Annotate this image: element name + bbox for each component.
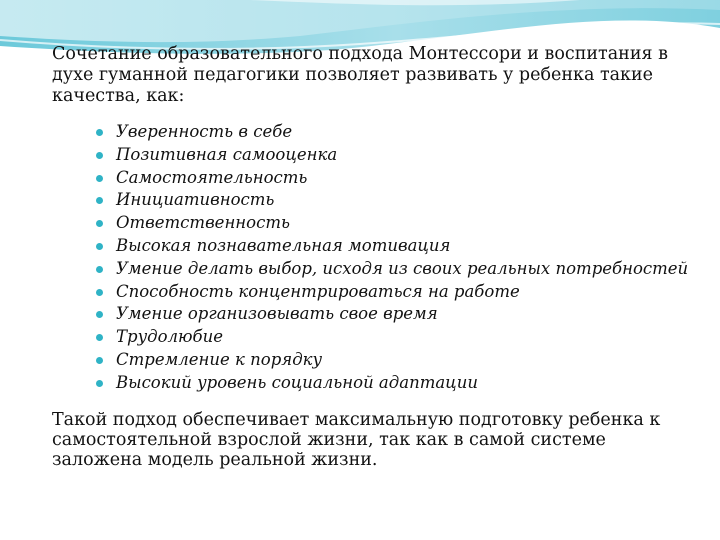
intro-paragraph: Сочетание образовательного подхода Монтессори и воспитания в духе гуманной педагогики позволяет развивать у ребенка такие качества, как:: [52, 44, 668, 106]
list-item: [96, 326, 706, 349]
bullet-dot-icon: [96, 311, 103, 318]
list-item-text: Умение организовывать свое время: [116, 304, 438, 324]
bullet-dot-icon: [96, 243, 103, 250]
list-item: [96, 349, 706, 372]
list-item: [96, 372, 706, 395]
list-item-text: Высокая познавательная мотивация: [116, 235, 451, 255]
list-item: [96, 189, 706, 212]
bullet-dot-icon: [96, 334, 103, 341]
list-item-text: Трудолюбие: [116, 327, 224, 347]
bullet-dot-icon: [96, 197, 103, 204]
bullet-dot-icon: [96, 380, 103, 387]
bullet-dot-icon: [96, 129, 103, 136]
list-item: [96, 235, 706, 258]
bullet-dot-icon: [96, 266, 103, 273]
qualities-list: [96, 121, 706, 395]
bullet-dot-icon: [96, 152, 103, 159]
list-item-text: Высокий уровень социальной адаптации: [116, 372, 478, 392]
bullet-dot-icon: [96, 357, 103, 364]
list-item-text: Стремление к порядку: [116, 349, 323, 369]
bullet-dot-icon: [96, 289, 103, 296]
list-item-text: Уверенность в себе: [116, 122, 293, 141]
list-item-text: Самостоятельность: [116, 167, 308, 187]
list-item-text: Умение делать выбор, исходя из своих реальных потребностей: [116, 258, 689, 278]
list-item-text: Ответственность: [116, 213, 290, 233]
list-item: [96, 212, 706, 235]
conclusion-paragraph: Такой подход обеспечивает максимальную подготовку ребенка к самостоятельной взрослой жизни, так как в самой системе заложена модель реальной жизни.: [52, 410, 661, 470]
list-item: [96, 144, 706, 167]
list-item: [96, 258, 706, 281]
bullet-dot-icon: [96, 175, 103, 182]
list-item: [96, 167, 706, 190]
list-item-text: Позитивная самооценка: [116, 144, 338, 164]
list-item-text: Инициативность: [116, 190, 275, 210]
list-item: [96, 281, 706, 304]
list-item: [96, 303, 706, 326]
bullet-dot-icon: [96, 220, 103, 227]
list-item: [96, 121, 706, 144]
list-item-text: Способность концентрироваться на работе: [116, 281, 520, 301]
